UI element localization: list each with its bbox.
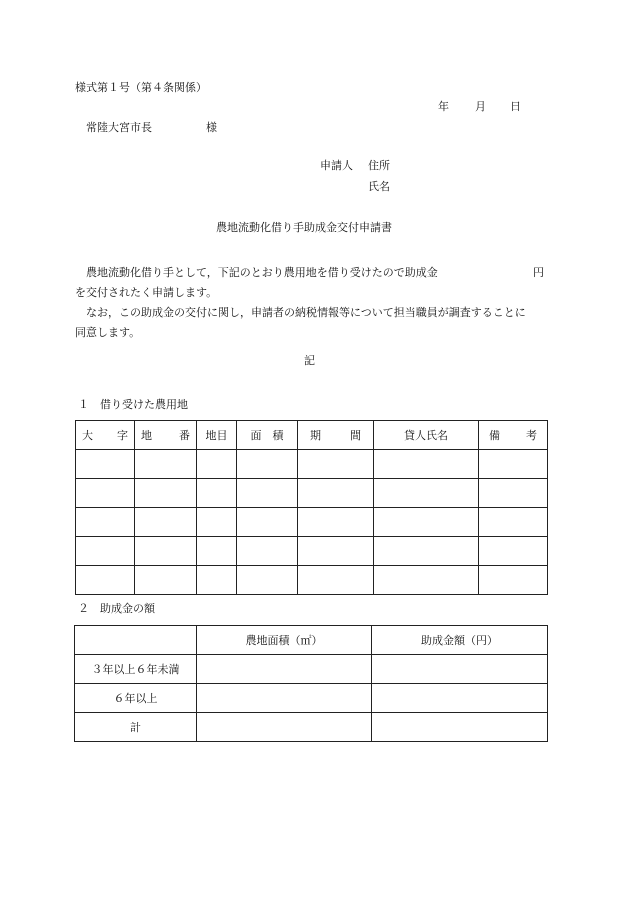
table-row	[75, 713, 548, 742]
body-paragraph	[75, 263, 545, 343]
body-line-4: 同意します。	[75, 326, 141, 339]
date-year: 年	[438, 100, 449, 113]
col-oaza: 大 字	[76, 421, 135, 450]
addressee-honorific: 様	[206, 121, 217, 134]
form-number: 様式第１号（第４条関係）	[75, 81, 207, 94]
col-menseki: 面 積	[237, 421, 298, 450]
table-row	[76, 566, 548, 595]
table-row	[76, 479, 548, 508]
col-farmland-area: 農地面積（㎡）	[197, 626, 372, 655]
section1-heading: １ 借り受けた農用地	[78, 398, 188, 411]
document-title: 農地流動化借り手助成金交付申請書	[216, 221, 392, 234]
table-row	[76, 508, 548, 537]
farmland-table-header	[76, 421, 548, 450]
addressee-name: 常陸大宮市長	[86, 121, 152, 134]
ki-heading: 記	[304, 354, 315, 367]
body-line-1: 農地流動化借り手として，下記のとおり農用地を借り受けたので助成金	[86, 266, 438, 279]
col-kikan: 期 間	[298, 421, 374, 450]
table-row	[75, 655, 548, 684]
farmland-table	[75, 420, 548, 595]
table-row	[76, 450, 548, 479]
applicant-label: 申請人	[320, 159, 353, 172]
row-label-6plus: ６年以上	[75, 684, 197, 713]
subsidy-table	[74, 625, 548, 742]
subsidy-table-header	[75, 626, 548, 655]
body-line-3: なお，この助成金の交付に関し，申請者の納税情報等について担当職員が調査することに	[86, 306, 526, 319]
date-month: 月	[475, 100, 486, 113]
table-row	[76, 537, 548, 566]
col-kashinin: 貸人氏名	[374, 421, 479, 450]
body-line-2: を交付されたく申請します。	[75, 286, 218, 299]
col-chimoku: 地目	[197, 421, 237, 450]
col-chiban: 地 番	[135, 421, 197, 450]
applicant-address-label: 住所	[368, 159, 390, 172]
col-blank	[75, 626, 197, 655]
date-day: 日	[510, 100, 521, 113]
section2-heading: ２ 助成金の額	[78, 602, 155, 615]
body-yen: 円	[533, 266, 544, 279]
table-row	[75, 684, 548, 713]
col-biko: 備 考	[479, 421, 548, 450]
applicant-name-label: 氏名	[368, 180, 390, 193]
col-subsidy-amount: 助成金額（円）	[372, 626, 548, 655]
row-label-3to6: ３年以上６年未満	[75, 655, 197, 684]
row-label-total: 計	[75, 713, 197, 742]
